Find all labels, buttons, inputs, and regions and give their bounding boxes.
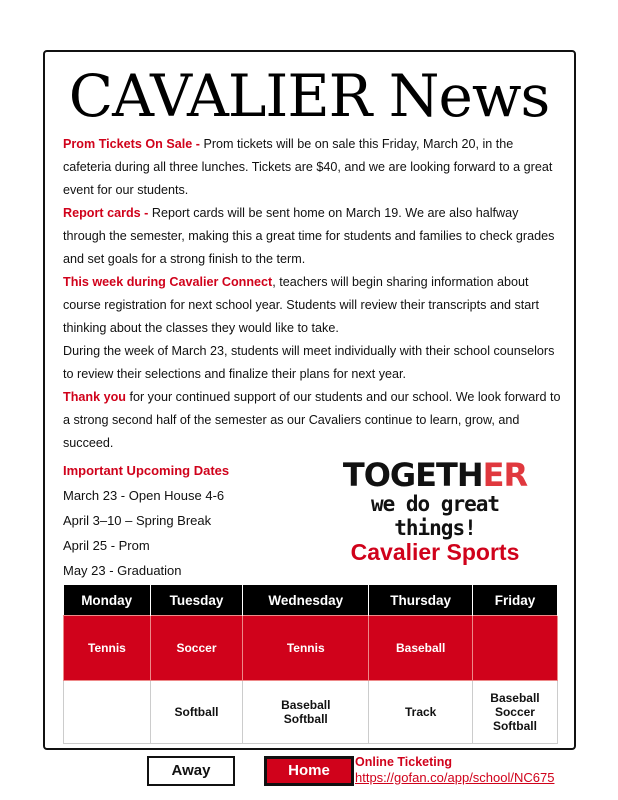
ticketing-link[interactable]: https://gofan.co/app/school/NC675 <box>355 770 555 785</box>
day-header: Wednesday <box>243 585 369 616</box>
date-item: May 23 - Graduation <box>63 563 182 578</box>
date-item: April 25 - Prom <box>63 538 150 553</box>
paragraph-text: During the week of March 23, students will meet individually with their school counselors to review their selections and finalize their plans for next year. <box>63 344 555 381</box>
news-body <box>63 133 563 455</box>
paragraph-text: Report cards will be sent home on March 19. We are also halfway through the semester, making this a great time for students and families to check grades and set goals for a strong finish to the term. <box>63 206 555 266</box>
day-header: Monday <box>64 585 151 616</box>
home-game-cell <box>472 616 557 681</box>
news-paragraph <box>63 133 563 202</box>
home-game-cell: Soccer <box>150 616 242 681</box>
logo-tagline: we do great things! <box>370 492 500 540</box>
sports-schedule-table <box>63 585 558 744</box>
logo-text-red: ER <box>482 456 528 494</box>
away-legend: Away <box>147 756 235 786</box>
paragraph-lead: This week during Cavalier Connect <box>63 275 273 289</box>
day-header: Thursday <box>369 585 473 616</box>
news-paragraph <box>63 340 563 386</box>
day-header: Tuesday <box>150 585 242 616</box>
away-game-cell: Baseball Soccer Softball <box>472 681 557 744</box>
news-paragraph <box>63 271 563 340</box>
paragraph-lead: Prom Tickets On Sale - <box>63 137 200 151</box>
ticketing-label: Online Ticketing <box>355 755 453 769</box>
sports-heading: Cavalier Sports <box>350 539 520 565</box>
paragraph-lead: Thank you <box>63 390 126 404</box>
date-item: April 3–10 – Spring Break <box>63 513 212 528</box>
logo-text: TOGETH <box>342 456 483 494</box>
paragraph-text: for your continued support of our students and our school. We look forward to a strong second half of the semester as our Cavaliers continue to learn, grow, and succeed. <box>63 390 561 450</box>
home-legend: Home <box>264 756 354 786</box>
away-game-cell: Track <box>369 681 473 744</box>
home-game-cell: Baseball <box>369 616 473 681</box>
day-header: Friday <box>472 585 557 616</box>
paragraph-lead: Report cards - <box>63 206 149 220</box>
news-paragraph <box>63 202 563 271</box>
home-game-cell: Tennis <box>64 616 151 681</box>
online-ticketing <box>355 754 554 786</box>
together-logo <box>330 458 540 540</box>
away-game-cell: Baseball Softball <box>243 681 369 744</box>
away-game-cell <box>64 681 151 744</box>
date-item: March 23 - Open House 4-6 <box>63 488 225 503</box>
paragraph-text: , teachers will begin sharing information about course registration for next school year. Students will review their transcripts and start thinking about the classes they would like to take. <box>63 275 539 335</box>
paragraph-text: Prom tickets will be on sale this Friday, March 20, in the cafeteria during all three lunches. Tickets are $40, and we are looking forward to a great event for our students. <box>63 137 553 197</box>
home-game-cell: Tennis <box>243 616 369 681</box>
news-paragraph <box>63 386 563 455</box>
dates-heading: Important Upcoming Dates <box>63 463 230 478</box>
upcoming-dates <box>63 458 229 583</box>
away-game-cell: Softball <box>150 681 242 744</box>
page-title: CAVALIER News <box>68 62 550 130</box>
